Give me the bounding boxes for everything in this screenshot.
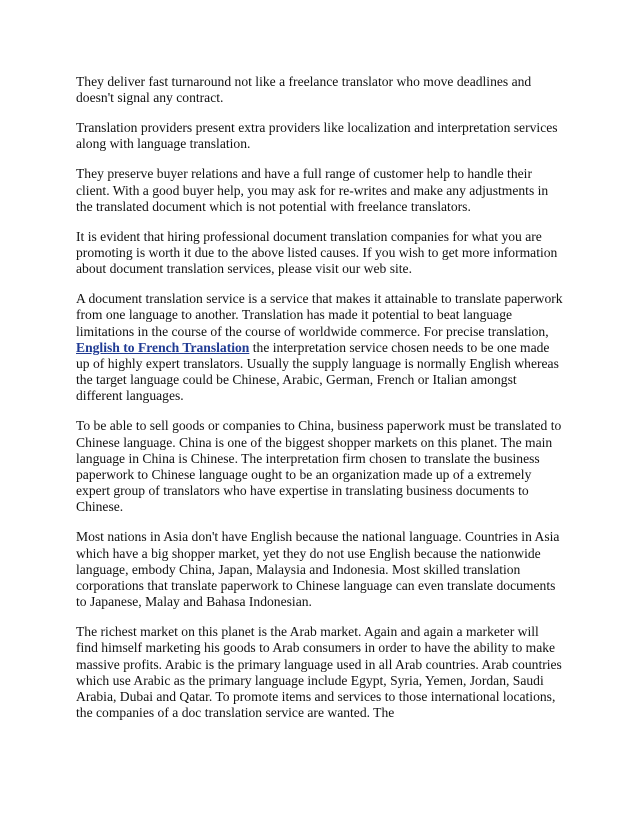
paragraph-extra-providers: Translation providers present extra providers like localization and interpretation services along with language translation. (76, 120, 558, 152)
paragraph-china: To be able to sell goods or companies to China, business paperwork must be translated to Chinese language. China is one of the biggest shopper markets on this planet. The main language in China is Chinese. The interpretation firm chosen to translate the business paperwork to Chinese language ought to be an organization made up of a extremely expert group of translators who have expertise in translating business documents to Chinese. (76, 418, 562, 515)
document-body (76, 74, 564, 735)
paragraph-translation-service-after: the interpretation service chosen needs to be one made up of highly expert translators. Usually the supply language is normally English whereas the target language could be Chinese, Arabic, German, French or Italian amongst different languages. (76, 339, 559, 404)
paragraph-translation-service-before: A document translation service is a service that makes it attainable to translate paperwork from one language to another. Translation has made it potential to beat language limitations in the course of the course of worldwide commerce. For precise translation, (76, 291, 563, 339)
paragraph-asia: Most nations in Asia don't have English because the national language. Countries in Asia which have a big shopper market, yet they do not use English because the nationwide language, embody China, Japan, Malaysia and Indonesia. Most skilled translation corporations that translate paperwork to Chinese language can even translate documents to Japanese, Malay and Bahasa Indonesian. (76, 529, 560, 610)
paragraph-buyer-relations: They preserve buyer relations and have a full range of customer help to handle their client. With a good buyer help, you may ask for re-writes and make any adjustments in the translated document which is not potential with freelance translators. (76, 166, 549, 214)
paragraph-translation-service (76, 291, 564, 404)
paragraph-turnaround: They deliver fast turnaround not like a freelance translator who move deadlines and doesn't signal any contract. (76, 74, 532, 106)
paragraph-evident-worth: It is evident that hiring professional document translation companies for what you are promoting is worth it due to the above listed causes. If you wish to get more information about document translation services, please visit our web site. (76, 228, 558, 277)
paragraph-arab-market: The richest market on this planet is the Arab market. Again and again a marketer will find himself marketing his goods to Arab consumers in order to have the ability to make massive profits. Arabic is the primary language used in all Arab countries. Arab countries which use Arabic as the primary language include Egypt, Syria, Yemen, Jordan, Saudi Arabia, Dubai and Qatar. To promote items and services to those international locations, the companies of a doc translation service are wanted. The (76, 624, 562, 721)
english-to-french-link[interactable]: English to French Translation (76, 339, 250, 355)
